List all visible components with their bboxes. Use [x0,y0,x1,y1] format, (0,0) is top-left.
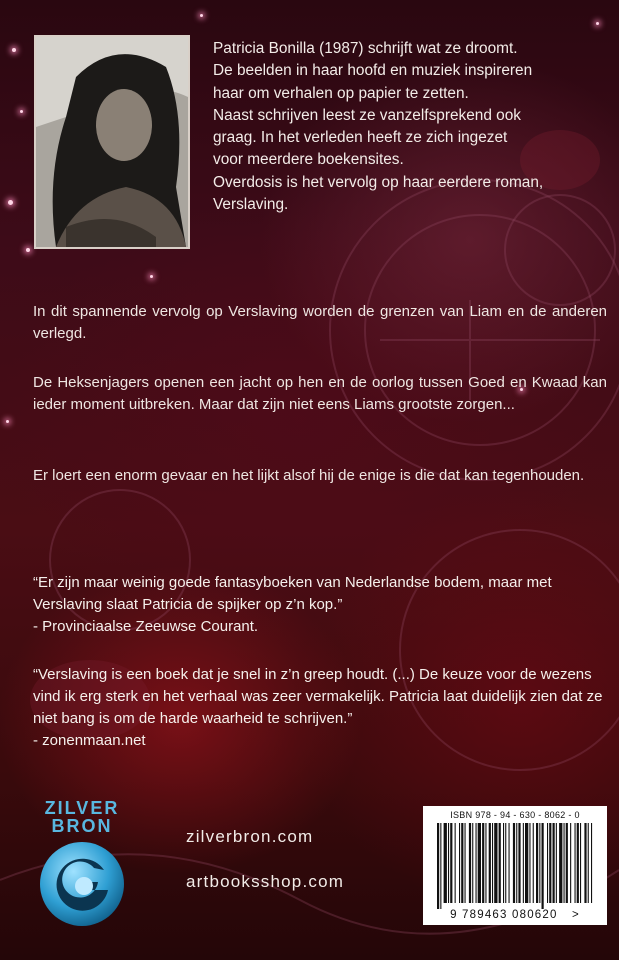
barcode-bar [459,823,460,903]
barcode-bar [461,823,463,903]
review [33,572,607,638]
bio-line: Overdosis is het vervolg op haar eerdere roman, [213,173,544,191]
sparkle [20,110,23,113]
barcode-bar [492,823,493,903]
barcode-bar [509,823,510,903]
barcode-bars-icon [437,823,593,909]
blurb-paragraph: De Heksenjagers openen een jacht op hen en de oorlog tussen Goed en Kwaad kan ieder moment uitbreken. Maar dat zijn niet eens Liams grootste zorgen... [33,374,607,413]
barcode-bar [588,823,589,903]
bio-line: haar om verhalen op papier te zetten. [213,84,469,102]
review-source: - zonenmaan.net [33,732,146,749]
review [33,664,607,752]
sparkle [596,22,599,25]
barcode-bar [503,823,504,903]
barcode-bar [448,823,449,903]
bio-line: Naast schrijven leest ze vanzelfsprekend ook [213,106,521,124]
author-bio [213,38,609,216]
review-quote: “Verslaving is een boek dat je snel in z’n greep houdt. (...) De keuze voor de wezens vind ik erg sterk en het verhaal was zeer vermakelijk. Patricia laat duidelijk zien dat ze niet bang is om de harde waarheid te schrijven.” [33,666,603,727]
publisher-name-line2: BRON [51,816,113,836]
bio-line: Verslaving. [213,196,289,214]
sparkle [6,420,9,423]
sparkle [8,200,13,205]
barcode-bar [469,823,471,903]
sparkle [200,14,203,17]
barcode-bar [482,823,484,903]
barcode-bar [513,823,515,903]
website-link[interactable]: artbooksshop.com [186,872,345,891]
author-photo [34,35,190,249]
barcode-bar [536,823,538,903]
website-link[interactable]: zilverbron.com [186,827,314,846]
barcode-bar [542,823,544,909]
barcode-bar [584,823,586,903]
barcode-bar [559,823,562,903]
barcode-bar [556,823,557,903]
sparkle [12,48,16,52]
barcode-bar [553,823,555,903]
ean-digits: 9 789463 080620 [450,909,558,921]
barcode-bar [472,823,473,903]
barcode-bar [505,823,506,903]
barcode-bar [533,823,534,903]
barcode-bar [437,823,439,909]
barcode-bar [539,823,540,903]
sparkle [26,248,30,252]
barcode-bar [564,823,565,903]
publisher-name-line1: ZILVER [44,798,120,818]
isbn-barcode [423,806,607,925]
ean-number [423,909,607,921]
barcode-bar [591,823,592,903]
barcode-bar [566,823,568,903]
barcode-bar [444,823,447,903]
bio-line: Patricia Bonilla (1987) schrijft wat ze droomt. [213,40,518,57]
blurb-paragraph: In dit spannende vervolg op Verslaving worden de grenzen van Liam en de anderen verlegd. [33,303,607,342]
barcode-bar [523,823,524,903]
ean-arrow: > [572,909,580,921]
barcode-bar [575,823,576,903]
barcode-bar [476,823,477,903]
barcode-bar [549,823,551,903]
barcode-bar [440,823,441,909]
barcode-bar [529,823,530,903]
barcode-bar [478,823,481,903]
barcode-bar [580,823,581,903]
barcode-bar [516,823,517,903]
barcode-bar [455,823,456,903]
isbn-number: ISBN 978 - 94 - 630 - 8062 - 0 [450,810,580,820]
barcode-bar [577,823,579,903]
barcode-bar [494,823,497,903]
sparkle [150,275,153,278]
barcode-bar [450,823,452,903]
bio-line: voor meerdere boekensites. [213,151,404,169]
review-quote: “Er zijn maar weinig goede fantasyboeken van Nederlandse bodem, maar met Verslaving slaat Patricia de spijker op z’n kop.” [33,574,552,613]
barcode-bar [525,823,528,903]
author-portrait-icon [36,37,188,247]
barcode-bar [518,823,520,903]
barcode-bar [570,823,571,903]
barcode-bar [499,823,501,903]
blurb-paragraph: Er loert een enorm gevaar en het lijkt alsof hij de enige is die dat kan tegenhouden. [33,467,585,484]
review-source: - Provinciaalse Zeeuwse Courant. [33,618,259,635]
barcode-bar [465,823,466,903]
barcode-bar [489,823,491,903]
barcode-bar [485,823,486,903]
bio-line: De beelden in haar hoofd en muziek inspireren [213,62,533,80]
bio-line: graag. In het verleden heeft ze zich ingezet [213,129,508,147]
zilverbron-swirl-logo-icon [38,840,126,928]
barcode-bar [547,823,548,903]
